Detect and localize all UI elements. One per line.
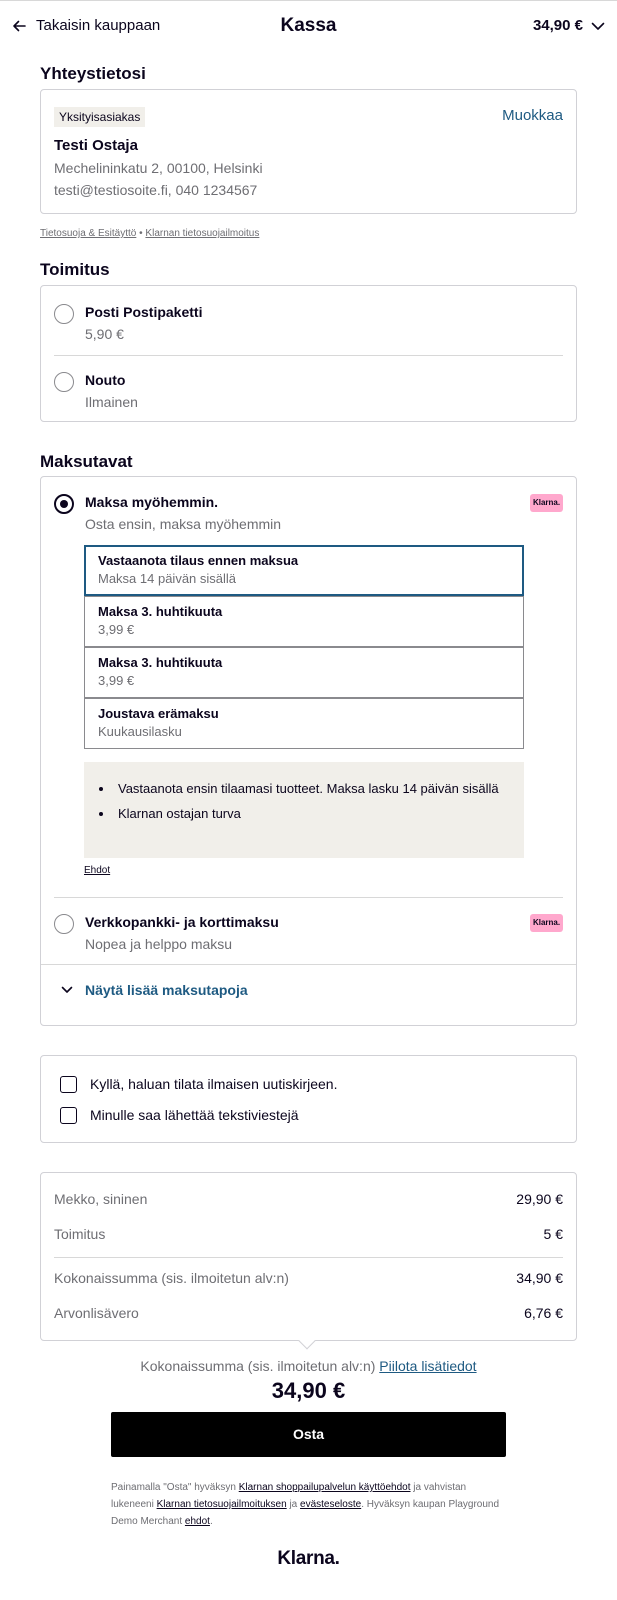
legal-text: .	[209, 1516, 213, 1527]
customer-type-badge: Yksityisasiakas	[54, 107, 145, 127]
klarna-badge: Klarna.	[530, 494, 563, 512]
contact-section-title: Yhteystietosi	[40, 64, 146, 83]
newsletter-checkbox[interactable]	[60, 1076, 77, 1093]
summary-value: 34,90 €	[516, 1270, 563, 1286]
merchant-terms-link[interactable]: ehdot	[184, 1516, 210, 1527]
legal-text: ja	[289, 1499, 298, 1510]
pay-later-title: Maksa myöhemmin.	[85, 494, 219, 510]
plan-info-box	[84, 762, 524, 858]
delivery-option-price: 5,90 €	[85, 326, 124, 342]
plan-title: Vastaanota tilaus ennen maksua	[98, 553, 299, 568]
bank-card-title: Verkkopankki- ja korttimaksu	[85, 914, 279, 930]
plan-option-pay-in-14-days[interactable]	[84, 545, 524, 596]
plan-subtitle: Maksa 14 päivän sisällä	[98, 571, 237, 586]
divider	[54, 1257, 563, 1258]
delivery-radio-pickup[interactable]	[54, 372, 74, 392]
klarna-badge: Klarna.	[530, 914, 563, 932]
plan-info-item: • Vastaanota ensin tilaamasi tuotteet. Maksa lasku 14 päivän sisällä	[114, 778, 510, 799]
total-label: Kokonaissumma (sis. ilmoitetun alv:n)	[140, 1358, 376, 1374]
plan-subtitle: Kuukausilasku	[98, 724, 182, 739]
pay-later-subtitle: Osta ensin, maksa myöhemmin	[85, 516, 282, 532]
bank-card-subtitle: Nopea ja helppo maksu	[85, 936, 233, 952]
privacy-prefill-link[interactable]: Tietosuoja & Esitäyttö	[40, 228, 137, 239]
contact-name: Testi Ostaja	[54, 137, 138, 154]
payment-radio-pay-later[interactable]	[54, 494, 74, 514]
contact-card	[40, 89, 577, 214]
plan-info-item: • Klarnan ostajan turva	[114, 803, 510, 824]
delivery-radio-posti[interactable]	[54, 304, 74, 324]
payment-section-title: Maksutavat	[40, 452, 133, 471]
delivery-option-title: Nouto	[85, 372, 126, 388]
delivery-section-title: Toimitus	[40, 260, 110, 279]
plan-subtitle: 3,99 €	[98, 673, 135, 688]
plan-title: Joustava erämaksu	[98, 706, 219, 721]
summary-value: 5 €	[543, 1226, 563, 1242]
header-total-amount: 34,90 €	[532, 17, 583, 34]
hide-details-link[interactable]: Piilota lisätiedot	[379, 1358, 477, 1374]
sms-checkbox[interactable]	[60, 1107, 77, 1124]
plan-option-installments[interactable]	[84, 698, 524, 749]
header	[0, 1, 617, 53]
summary-label: Kokonaissumma (sis. ilmoitetun alv:n)	[54, 1270, 289, 1286]
payment-card	[40, 476, 577, 1026]
legal-text: ja vahvistan lukeneeni	[111, 1482, 467, 1510]
plan-option-pay-later-2[interactable]	[84, 647, 524, 698]
shopping-terms-link[interactable]: Klarnan shoppailupalvelun käyttöehdot	[238, 1482, 411, 1493]
total-amount: 34,90 €	[271, 1378, 346, 1403]
plan-title: Maksa 3. huhtikuuta	[98, 604, 223, 619]
show-more-label: Näytä lisää maksutapoja	[85, 982, 248, 998]
plan-option-pay-later-1[interactable]	[84, 596, 524, 647]
newsletter-label: Kyllä, haluan tilata ilmaisen uutiskirjeen.	[90, 1076, 338, 1092]
plan-subtitle: 3,99 €	[98, 622, 135, 637]
chevron-down-icon	[61, 986, 73, 994]
plan-info-list	[114, 778, 510, 824]
summary-label: Arvonlisävero	[54, 1305, 139, 1321]
page-title: Kassa	[280, 15, 337, 36]
link-separator: •	[139, 228, 143, 239]
divider	[54, 355, 563, 356]
plan-title: Maksa 3. huhtikuuta	[98, 655, 223, 670]
chevron-down-icon	[591, 21, 605, 31]
summary-label: Toimitus	[54, 1226, 106, 1242]
terms-link[interactable]: Ehdot	[84, 865, 111, 876]
buy-button[interactable]: Osta	[111, 1412, 506, 1457]
order-summary-card	[40, 1172, 577, 1341]
delivery-card	[40, 285, 577, 422]
legal-text: Painamalla "Osta" hyväksyn	[111, 1482, 236, 1493]
cookie-notice-link[interactable]: evästeseloste	[300, 1499, 362, 1510]
show-more-payment-methods[interactable]	[41, 964, 576, 1015]
edit-contact-link[interactable]: Muokkaa	[502, 107, 563, 124]
legal-text: . Hyväksyn kaupan Playground Demo Merchant	[111, 1499, 500, 1527]
summary-value: 29,90 €	[516, 1191, 563, 1207]
contact-email-phone: testi@testiosoite.fi, 040 1234567	[54, 182, 258, 198]
total-line	[0, 1358, 617, 1374]
privacy-notice-link[interactable]: Klarnan tietosuojailmoituksen	[156, 1499, 287, 1510]
divider	[54, 897, 563, 898]
klarna-logo: Klarna.	[277, 1548, 340, 1569]
sms-label: Minulle saa lähettää tekstiviestejä	[90, 1107, 299, 1123]
summary-value: 6,76 €	[524, 1305, 563, 1321]
consents-card	[40, 1055, 577, 1143]
delivery-option-price: Ilmainen	[85, 394, 138, 410]
privacy-links	[40, 228, 259, 239]
back-label: Takaisin kauppaan	[36, 17, 161, 34]
contact-address: Mechelininkatu 2, 00100, Helsinki	[54, 160, 263, 176]
payment-radio-bank-card[interactable]	[54, 914, 74, 934]
delivery-option-title: Posti Postipaketti	[85, 304, 203, 320]
order-total-toggle[interactable]	[533, 17, 605, 34]
footer-legal-text	[111, 1479, 506, 1530]
klarna-privacy-link[interactable]: Klarnan tietosuojailmoitus	[145, 228, 260, 239]
summary-label: Mekko, sininen	[54, 1191, 148, 1207]
